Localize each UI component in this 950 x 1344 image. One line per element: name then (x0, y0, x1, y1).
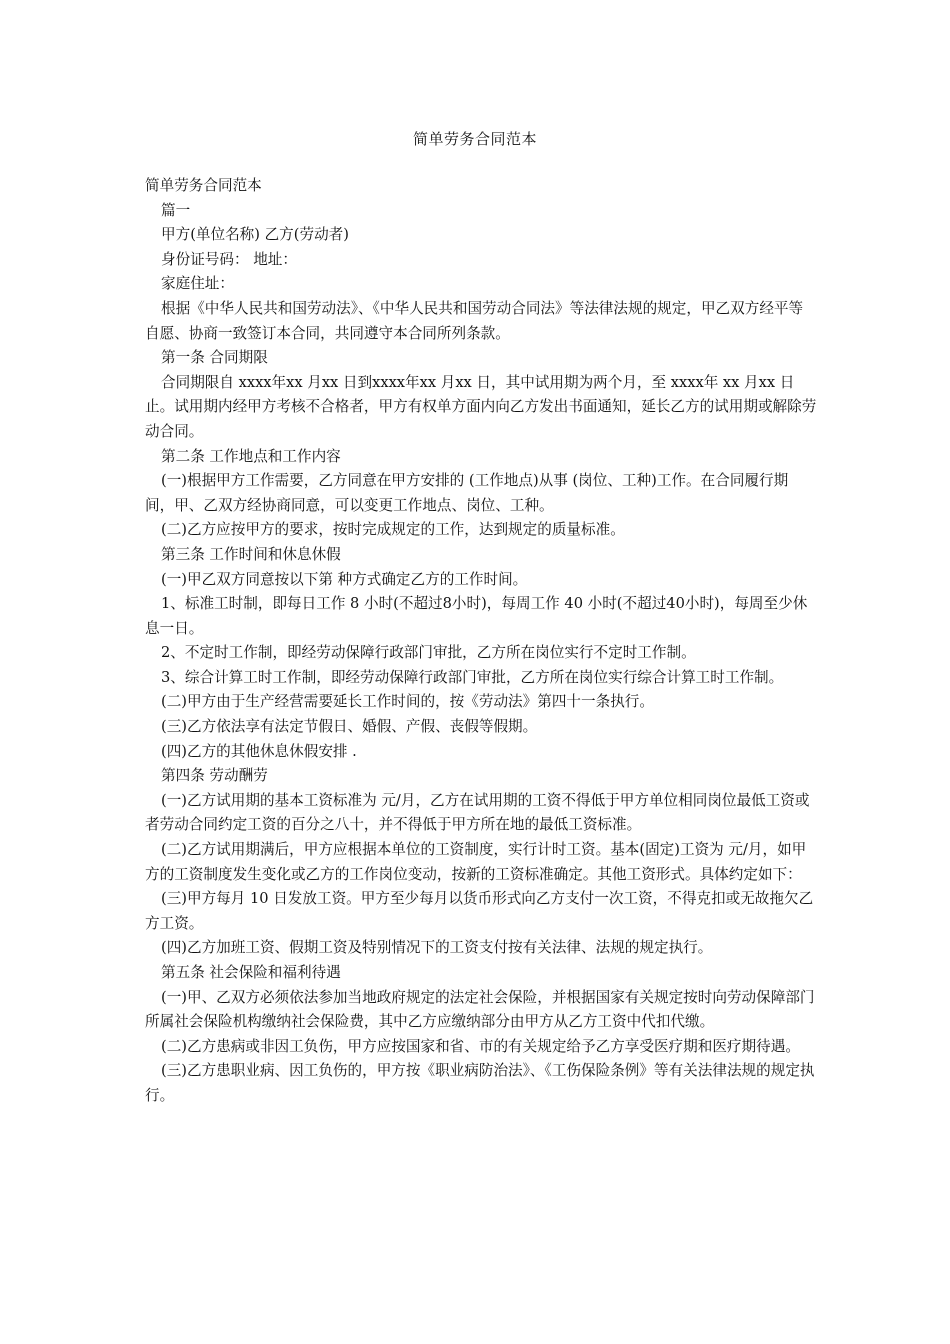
clause-paragraph: (三)乙方患职业病、因工负伤的，甲方按《职业病防治法》、《工伤保险条例》等有关法律法规的规定执行。 (145, 1062, 815, 1104)
clause-paragraph: 2、不定时工作制，即经劳动保障行政部门审批，乙方所在岗位实行不定时工作制。 (161, 644, 696, 662)
clause-paragraph: 3、综合计算工时工作制，即经劳动保障行政部门审批，乙方所在岗位实行综合计算工时工作制。 (161, 668, 784, 686)
home-address-line: 家庭住址： (161, 275, 234, 293)
clause-paragraph: (一)甲乙双方同意按以下第 种方式确定乙方的工作时间。 (161, 570, 528, 588)
article-heading: 第五条 社会保险和福利待遇 (161, 964, 341, 981)
document-body (145, 174, 817, 1109)
clause-paragraph: (一)乙方试用期的基本工资标准为 元/月，乙方在试用期的工资不得低于甲方单位相同岗位最低工资或者劳动合同约定工资的百分之八十，并不得低于甲方所在地的最低工资标准。 (145, 791, 810, 834)
article-heading: 第二条 工作地点和工作内容 (161, 447, 341, 465)
clause-paragraph: (四)乙方加班工资、假期工资及特别情况下的工资支付按有关法律、法规的规定执行。 (161, 939, 713, 957)
id-address-line: 身份证号码： 地址： (161, 250, 297, 268)
clause-paragraph: (三)乙方依法享有法定节假日、婚假、产假、丧假等假期。 (161, 718, 538, 736)
clause-paragraph: (二)乙方试用期满后，甲方应根据本单位的工资制度，实行计时工资。基本(固定)工资为 元/月，如甲方的工资制度发生变化或乙方的工作岗位变动，按新的工资标准确定。其他工资形式。具体约定如下： (145, 841, 807, 883)
clause-paragraph: (三)甲方每月 10 日发放工资。甲方至少每月以货币形式向乙方支付一次工资，不得克扣或无故拖欠乙方工资。 (145, 890, 814, 932)
clause-paragraph: (四)乙方的其他休息休假安排 . (161, 742, 357, 760)
article-heading: 第四条 劳动酬劳 (161, 767, 268, 785)
clause-paragraph: (二)甲方由于生产经营需要延长工作时间的，按《劳动法》第四十一条执行。 (161, 693, 654, 711)
document-title: 简单劳务合同范本 (412, 130, 537, 148)
clause-paragraph: (二)乙方应按甲方的要求，按时完成规定的工作，达到规定的质量标准。 (161, 521, 625, 539)
article-heading: 第三条 工作时间和休息休假 (161, 545, 341, 563)
clause-paragraph: (一)甲、乙双方必须依法参加当地政府规定的法定社会保险，并根据国家有关规定按时向劳动保障部门所属社会保险机构缴纳社会保险费，其中乙方应缴纳部分由甲方从乙方工资中代扣代缴。 (145, 988, 815, 1031)
preamble-paragraph: 根据《中华人民共和国劳动法》、《中华人民共和国劳动合同法》等法律法规的规定，甲乙双方经平等自愿、协商一致签订本合同，共同遵守本合同所列条款。 (145, 299, 804, 342)
article-heading: 第一条 合同期限 (161, 349, 268, 367)
section-label: 篇一 (161, 201, 191, 219)
clause-paragraph: 1、标准工时制，即每日工作 8 小时(不超过8小时)，每周工作 40 小时(不超过40小时)，每周至少休息一日。 (145, 595, 808, 637)
clause-paragraph: 合同期限自 xxxx年xx 月xx 日到xxxx年xx 月xx 日，其中试用期为两个月，至 xxxx年 xx 月xx 日止。试用期内经甲方考核不合格者，甲方有权单方面内向乙方发出书面通知，延长乙方的试用期或解除劳动合同。 (145, 373, 817, 440)
party-line: 甲方(单位名称) 乙方(劳动者) (161, 226, 349, 244)
clause-paragraph: (二)乙方患病或非因工负伤，甲方应按国家和省、市的有关规定给予乙方享受医疗期和医疗期待遇。 (161, 1037, 800, 1055)
clause-paragraph: (一)根据甲方工作需要，乙方同意在甲方安排的 (工作地点)从事 (岗位、工种)工作。在合同履行期间，甲、乙双方经协商同意，可以变更工作地点、岗位、工种。 (145, 472, 789, 514)
body-heading: 简单劳务合同范本 (145, 177, 262, 194)
